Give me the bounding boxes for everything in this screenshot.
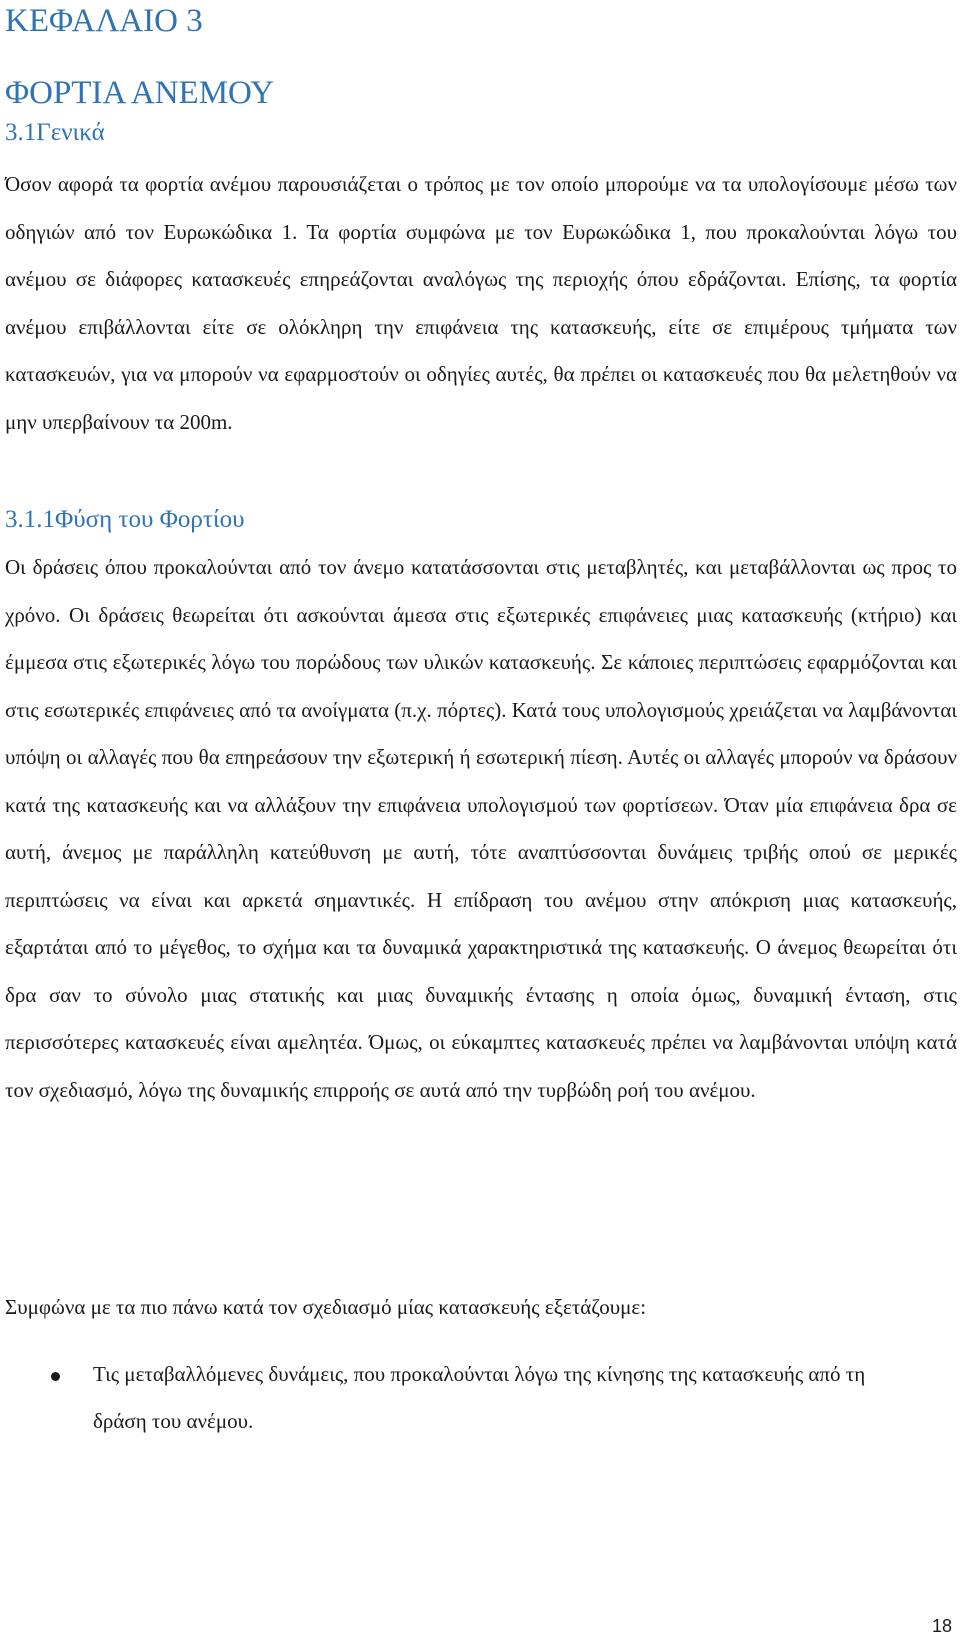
bullet-icon — [51, 1372, 60, 1381]
paragraph-general: Όσον αφορά τα φορτία ανέμου παρουσιάζεται ο τρόπος με τον οποίο μπορούμε να τα υπολογίσουμε μέσω των οδηγιών από τον Ευρωκώδικα 1. Τα φορτία συμφώνα με τον Ευρωκώδικα 1, που προκαλούνται λόγω του ανέμου σε διάφορες κατασκευές επηρεάζονται αναλόγως της περιοχής όπου εδράζονται. Επίσης, τα φορτία ανέμου επιβάλλονται είτε σε ολόκληρη την επιφάνεια της κατασκευής, είτε σε επιμέρους τμήματα των κατασκευών, για να μπορούν να εφαρμοστούν οι οδηγίες αυτές, θα πρέπει οι κατασκευές που θα μελετηθούν να μην υπερβαίνουν τα 200m. — [5, 172, 957, 434]
page-number: 18 — [931, 1616, 952, 1636]
paragraph-load-nature: Οι δράσεις όπου προκαλούνται από τον άνεμο κατατάσσονται στις μεταβλητές, και μεταβάλλονται ως προς το χρόνο. Οι δράσεις θεωρείται ότι ασκούνται άμεσα στις εξωτερικές επιφάνειες μιας κατασκευής (κτήριο) και έμμεσα στις εξωτερικές λόγω του πορώδους των υλικών κατασκευής. Σε κάποιες περιπτώσεις εφαρμόζονται και στις εσωτερικές επιφάνειες από τα ανοίγματα (π.χ. πόρτες). Κατά τους υπολογισμούς χρειάζεται να λαμβάνονται υπόψη οι αλλαγές που θα επηρεάσουν την εξωτερική ή εσωτερική πίεση. Αυτές οι αλλαγές μπορούν να δράσουν κατά της κατασκευής και να αλλάξουν την επιφάνεια υπολογισμού των φορτίσεων. Όταν μία επιφάνεια δρα σε αυτή, άνεμος με παράλληλη κατεύθυνση με αυτή, τότε αναπτύσσονται δυνάμεις τριβής οπού σε μερικές περιπτώσεις να είναι και αρκετά σημαντικές. Η επίδραση του ανέμου στην απόκριση μιας κατασκευής, εξαρτάται από το μέγεθος, το σχήμα και τα δυναμικά χαρακτηριστικά της κατασκευής. Ο άνεμος θεωρείται ότι δρα σαν το σύνολο μιας στατικής και μιας δυναμικής έντασης η οποία όμως, δυναμική ένταση, στις περισσότερες κατασκευές είναι αμελητέα. Όμως, οι εύκαμπτες κατασκευές πρέπει να λαμβάνονται υπόψη κατά τον σχεδιασμό, λόγω της δυναμικής επιρροής σε αυτά από την τυρβώδη ροή του ανέμου. — [5, 555, 957, 1102]
section-heading-general: 3.1Γενικά — [5, 119, 105, 146]
chapter-label: ΚΕΦΑΛΑΙΟ 3 — [5, 3, 203, 39]
section-heading-load-nature: 3.1.1Φύση του Φορτίου — [5, 506, 245, 533]
paragraph-intro: Συμφώνα με τα πιο πάνω κατά τον σχεδιασμό μίας κατασκευής εξετάζουμε: — [5, 1295, 647, 1319]
chapter-title: ΦΟΡΤΙΑ ΑΝΕΜΟΥ — [5, 75, 275, 111]
list-item-text: Τις μεταβαλλόμενες δυνάμεις, που προκαλούνται λόγω της κίνησης της κατασκευής από τη δράση του ανέμου. — [93, 1362, 866, 1433]
